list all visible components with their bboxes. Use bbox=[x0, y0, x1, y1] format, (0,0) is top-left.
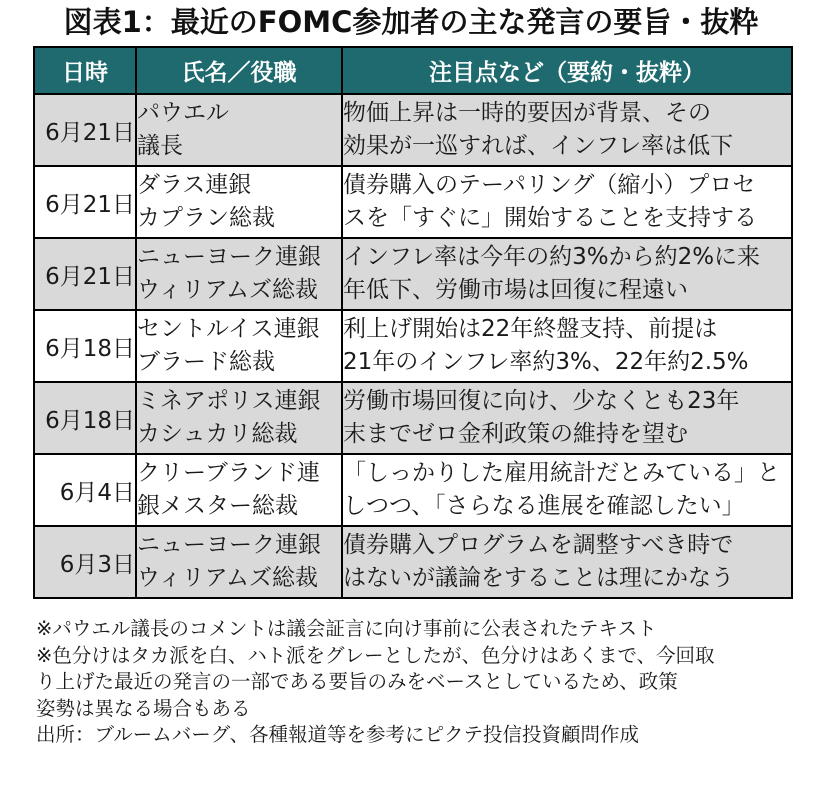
key-point-line: 物価上昇は一時的要因が背景、その bbox=[343, 100, 711, 126]
fomc-statements-table bbox=[33, 46, 793, 599]
name-title-line: クリーブランド連 bbox=[137, 460, 320, 486]
key-point-line: 利上げ開始は22年終盤支持、前提は bbox=[343, 316, 718, 342]
footnote-line: り上げた最近の発言の一部である要旨のみをベースとしているため、政策 bbox=[36, 670, 678, 693]
table-row bbox=[34, 238, 792, 310]
key-point-line: しつつ、「さらなる進展を確認したい」 bbox=[343, 493, 745, 519]
name-title-line: ミネアポリス連銀 bbox=[137, 388, 321, 414]
key-point-cell bbox=[342, 310, 792, 382]
key-point-cell bbox=[342, 382, 792, 454]
name-title-line: ニューヨーク連銀 bbox=[137, 244, 321, 270]
key-point-cell bbox=[342, 238, 792, 310]
column-header-date: 日時 bbox=[34, 47, 136, 94]
table-row bbox=[34, 382, 792, 454]
name-title-cell bbox=[136, 166, 342, 238]
column-header-name-title: 氏名／役職 bbox=[136, 47, 342, 94]
key-point-line: 21年のインフレ率約3%、22年約2.5% bbox=[343, 349, 749, 375]
table-row bbox=[34, 94, 792, 166]
name-title-line: 銀メスター総裁 bbox=[137, 493, 298, 519]
name-title-line: カプラン総裁 bbox=[137, 205, 275, 231]
date-cell: 6月21日 bbox=[34, 94, 136, 166]
name-title-cell bbox=[136, 382, 342, 454]
date-cell: 6月4日 bbox=[34, 454, 136, 526]
footnotes bbox=[36, 616, 796, 749]
source-line: 出所：ブルームバーグ、各種報道等を参考にピクテ投信投資顧問作成 bbox=[36, 723, 639, 746]
name-title-cell bbox=[136, 94, 342, 166]
name-title-cell bbox=[136, 526, 342, 598]
name-title-line: ダラス連銀 bbox=[137, 172, 252, 198]
footnote-line: ※色分けはタカ派を白、ハト派をグレーとしたが、色分けはあくまで、今回取 bbox=[36, 643, 715, 667]
key-point-line: 「しっかりした雇用統計だとみている」と bbox=[343, 460, 780, 486]
table-header-row bbox=[34, 47, 792, 94]
name-title-line: ブラード総裁 bbox=[137, 349, 275, 375]
key-point-line: インフレ率は今年の約3%から約2%に来 bbox=[343, 244, 761, 270]
footnote-line: 姿勢は異なる場合もある bbox=[36, 696, 251, 720]
footnote-line: ※パウエル議長のコメントは議会証言に向け事前に公表されたテキスト bbox=[36, 617, 657, 640]
key-point-line: 効果が一巡すれば、インフレ率は低下 bbox=[343, 133, 734, 159]
name-title-line: 議長 bbox=[137, 133, 183, 159]
key-point-line: 債券購入のテーパリング（縮小）プロセ bbox=[343, 172, 756, 198]
date-cell: 6月21日 bbox=[34, 166, 136, 238]
table-body bbox=[34, 94, 792, 598]
name-title-cell bbox=[136, 310, 342, 382]
column-header-key-points: 注目点など（要約・抜粋） bbox=[342, 47, 792, 94]
name-title-cell bbox=[136, 238, 342, 310]
key-point-cell bbox=[342, 94, 792, 166]
date-cell: 6月3日 bbox=[34, 526, 136, 598]
table-row bbox=[34, 454, 792, 526]
name-title-cell bbox=[136, 454, 342, 526]
key-point-line: 年低下、労働市場は回復に程遠い bbox=[343, 277, 688, 303]
date-cell: 6月18日 bbox=[34, 382, 136, 454]
name-title-line: パウエル bbox=[137, 100, 229, 126]
key-point-line: はないが議論をすることは理にかなう bbox=[343, 565, 734, 591]
date-cell: 6月18日 bbox=[34, 310, 136, 382]
name-title-line: カシュカリ総裁 bbox=[137, 421, 298, 447]
table-row bbox=[34, 310, 792, 382]
date-cell: 6月21日 bbox=[34, 238, 136, 310]
key-point-line: スを「すぐに」開始することを支持する bbox=[343, 205, 757, 231]
key-point-cell bbox=[342, 526, 792, 598]
key-point-line: 債券購入プログラムを調整すべき時で bbox=[343, 532, 734, 558]
name-title-line: ウィリアムズ総裁 bbox=[137, 277, 319, 303]
key-point-line: 労働市場回復に向け、少なくとも23年 bbox=[343, 388, 740, 414]
page-title: 図表1：最近のFOMC参加者の主な発言の要旨・抜粋 bbox=[63, 5, 759, 39]
key-point-cell bbox=[342, 166, 792, 238]
key-point-line: 末までゼロ金利政策の維持を望む bbox=[343, 421, 688, 447]
name-title-line: ニューヨーク連銀 bbox=[137, 532, 321, 558]
name-title-line: セントルイス連銀 bbox=[137, 316, 320, 342]
name-title-line: ウィリアムズ総裁 bbox=[137, 565, 319, 591]
key-point-cell bbox=[342, 454, 792, 526]
table-row bbox=[34, 166, 792, 238]
table-row bbox=[34, 526, 792, 598]
